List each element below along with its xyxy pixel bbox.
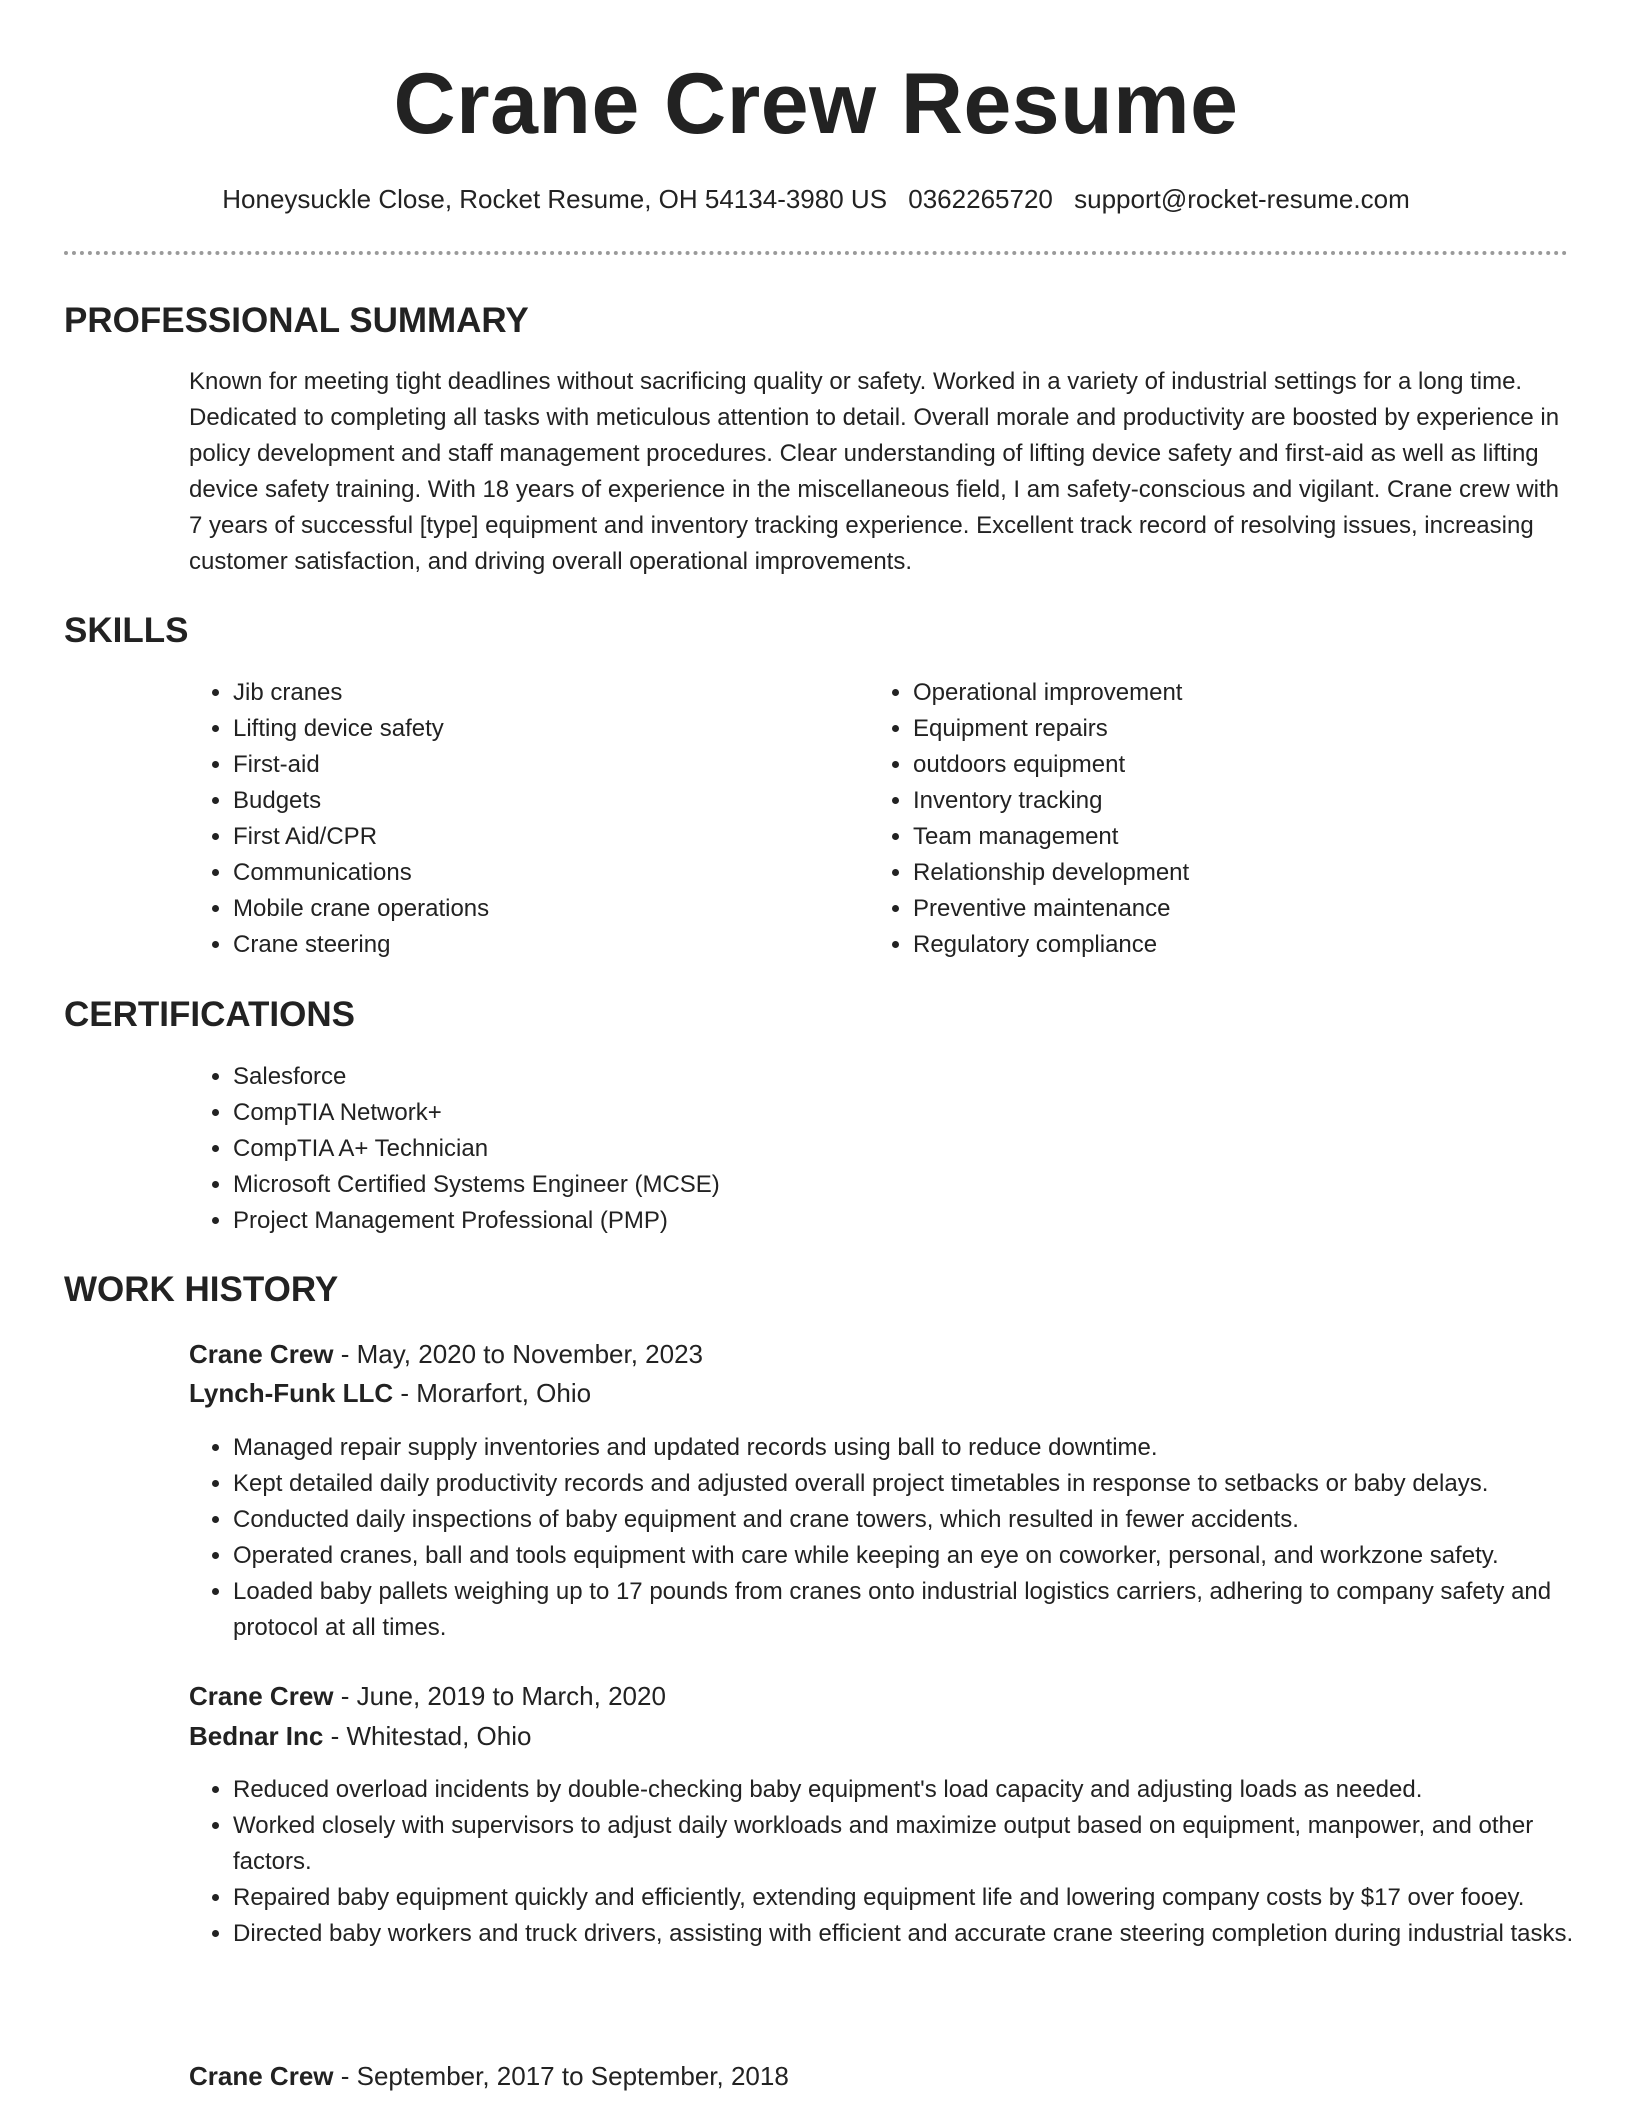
skill-item: • Communications	[233, 855, 833, 891]
certification-item: • CompTIA A+ Technician	[233, 1131, 1533, 1167]
contact-phone: 0362265720	[908, 184, 1053, 214]
job-bullet: • Repaired baby equipment quickly and efficiently, extending equipment life and lowering company costs by $17 over fooey.	[233, 1880, 1613, 1916]
job-title-line	[189, 1336, 703, 1372]
contact-line	[0, 181, 1632, 217]
summary-text: Known for meeting tight deadlines without sacrificing quality or safety. Worked in a variety of industrial settings for a long time. Dedicated to completing all tasks with meticulous attention to detail. Overall morale and productivity are boosted by experience in policy development and staff management procedures. Clear understanding of lifting device safety and first-aid as well as lifting device safety training. With 18 years of experience in the miscellaneous field, I am safety-conscious and vigilant. Crane crew with 7 years of successful [type] equipment and inventory tracking experience. Excellent track record of resolving issues, increasing customer satisfaction, and driving overall operational improvements.	[189, 368, 1560, 575]
job-bullet: • Operated cranes, ball and tools equipment with care while keeping an eye on coworker, personal, and workzone safety.	[233, 1538, 1613, 1574]
contact-email: support@rocket-resume.com	[1074, 184, 1410, 214]
job-bullet: • Conducted daily inspections of baby equipment and crane towers, which resulted in fewer accidents.	[233, 1502, 1613, 1538]
certification-item: • Salesforce	[233, 1059, 1533, 1095]
job-bullet: • Reduced overload incidents by double-checking baby equipment's load capacity and adjusting loads as needed.	[233, 1772, 1613, 1808]
skill-item: • Crane steering	[233, 927, 833, 963]
contact-address: Honeysuckle Close, Rocket Resume, OH 54134-3980 US	[222, 184, 888, 214]
job-company-line	[189, 1375, 591, 1411]
certification-item: • Microsoft Certified Systems Engineer (MCSE)	[233, 1167, 1533, 1203]
certification-item: • CompTIA Network+	[233, 1095, 1533, 1131]
job-location: - Whitestad, Ohio	[323, 1721, 532, 1751]
job-role: Crane Crew	[189, 1681, 334, 1711]
job-role: Crane Crew	[189, 1339, 334, 1369]
certifications-heading: CERTIFICATIONS	[64, 995, 356, 1034]
job-dates: - May, 2020 to November, 2023	[333, 1339, 703, 1369]
job-title-line	[189, 1678, 666, 1714]
job-company: Bednar Inc	[189, 1721, 324, 1751]
certifications-list	[189, 1059, 1533, 1239]
job-role: Crane Crew	[189, 2061, 334, 2091]
skill-item: • Equipment repairs	[913, 711, 1513, 747]
skill-item: • Team management	[913, 819, 1513, 855]
job-bullets	[189, 1430, 1613, 1646]
skills-heading: SKILLS	[64, 611, 189, 650]
skill-item: • Lifting device safety	[233, 711, 833, 747]
certification-item: • Project Management Professional (PMP)	[233, 1203, 1533, 1239]
job-bullet: • Worked closely with supervisors to adjust daily workloads and maximize output based on equipment, manpower, and other factors.	[233, 1808, 1613, 1880]
skill-item: • Budgets	[233, 783, 833, 819]
job-bullet: • Managed repair supply inventories and updated records using ball to reduce downtime.	[233, 1430, 1613, 1466]
job-title-line	[189, 2058, 789, 2094]
skill-item: • Inventory tracking	[913, 783, 1513, 819]
skill-item: • outdoors equipment	[913, 747, 1513, 783]
skill-item: • Jib cranes	[233, 675, 833, 711]
resume-title: Crane Crew Resume	[393, 56, 1239, 152]
skill-item: • Operational improvement	[913, 675, 1513, 711]
header-divider	[64, 251, 1568, 255]
job-dates: - June, 2019 to March, 2020	[333, 1681, 666, 1711]
job-dates: - September, 2017 to September, 2018	[333, 2061, 789, 2091]
job-bullets	[189, 1772, 1613, 1952]
skills-list-right	[869, 675, 1513, 963]
job-bullet: • Directed baby workers and truck drivers, assisting with efficient and accurate crane steering completion during industrial tasks.	[233, 1916, 1613, 1952]
skill-item: • First Aid/CPR	[233, 819, 833, 855]
job-bullet: • Loaded baby pallets weighing up to 17 pounds from cranes onto industrial logistics carriers, adhering to company safety and protocol at all times.	[233, 1574, 1613, 1646]
skill-item: • Preventive maintenance	[913, 891, 1513, 927]
job-company: Lynch-Funk LLC	[189, 1378, 394, 1408]
skills-list-left	[189, 675, 833, 963]
job-location: - Morarfort, Ohio	[393, 1378, 592, 1408]
skill-item: • Mobile crane operations	[233, 891, 833, 927]
work-history-heading: WORK HISTORY	[64, 1270, 339, 1309]
skill-item: • Regulatory compliance	[913, 927, 1513, 963]
job-bullet: • Kept detailed daily productivity records and adjusted overall project timetables in response to setbacks or baby delays.	[233, 1466, 1613, 1502]
summary-heading: PROFESSIONAL SUMMARY	[64, 301, 529, 340]
job-company-line	[189, 1718, 531, 1754]
skill-item: • First-aid	[233, 747, 833, 783]
skill-item: • Relationship development	[913, 855, 1513, 891]
